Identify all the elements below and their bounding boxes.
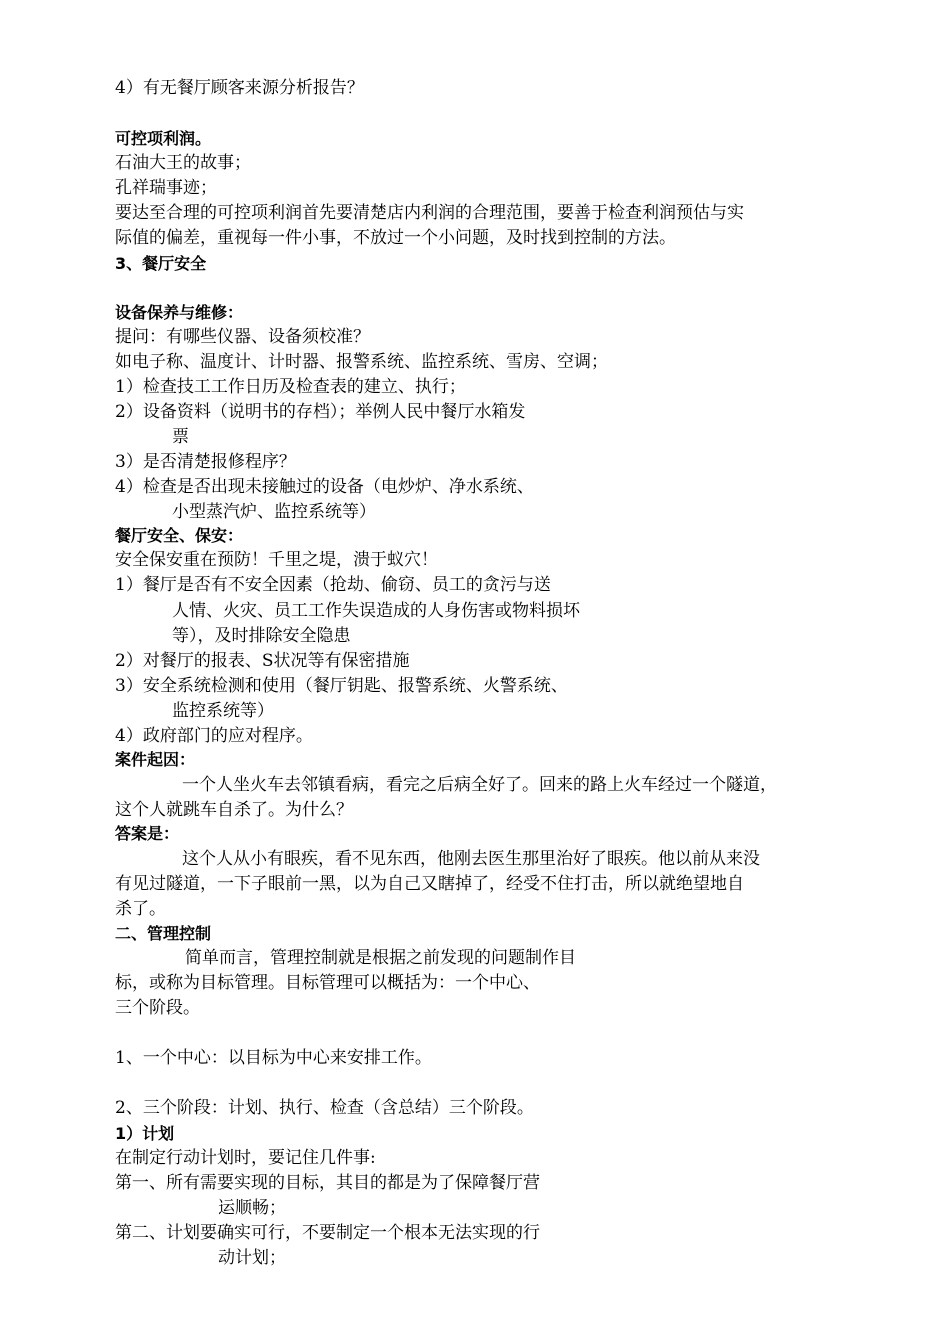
text-line: 简单而言，管理控制就是根据之前发现的问题制作目 (185, 948, 576, 968)
text-line: 人情、火灾、员工工作失误造成的人身伤害或物料损坏 (172, 601, 580, 621)
text-line: 4）检查是否出现未接触过的设备（电炒炉、净水系统、 (115, 477, 534, 497)
text-line: 际值的偏差，重视每一件小事，不放过一个小问题，及时找到控制的方法。 (115, 228, 676, 248)
text-line: 动计划； (218, 1248, 286, 1268)
text-line: 这个人从小有眼疾，看不见东西，他刚去医生那里治好了眼疾。他以前从来没 (182, 849, 760, 869)
text-line: 2、三个阶段：计划、执行、检查（含总结）三个阶段。 (115, 1098, 534, 1118)
section-heading: 二、管理控制 (115, 924, 212, 943)
text-line: 4）有无餐厅顾客来源分析报告？ (115, 78, 364, 98)
text-line: 提问：有哪些仪器、设备须校准？ (115, 327, 370, 347)
section-heading: 餐厅安全、保安： (115, 526, 244, 545)
section-heading: 设备保养与维修： (115, 303, 244, 322)
text-line: 杀了。 (115, 899, 166, 919)
text-line: 监控系统等） (172, 701, 274, 721)
text-line: 三个阶段。 (115, 998, 200, 1018)
text-line: 这个人就跳车自杀了。为什么？ (115, 800, 353, 820)
section-heading: 3、餐厅安全 (115, 254, 207, 273)
text-line: 等），及时排除安全隐患 (172, 626, 351, 646)
section-heading: 1）计划 (115, 1124, 175, 1143)
section-heading: 案件起因： (115, 750, 196, 769)
text-line: 3）安全系统检测和使用（餐厅钥匙、报警系统、火警系统、 (115, 676, 568, 696)
text-line: 一个人坐火车去邻镇看病，看完之后病全好了。回来的路上火车经过一个隧道， (182, 775, 777, 795)
text-line: 石油大王的故事； (115, 153, 251, 173)
text-line: 2）对餐厅的报表、S状况等有保密措施 (115, 651, 410, 671)
text-line: 4）政府部门的应对程序。 (115, 726, 313, 746)
text-line: 在制定行动计划时，要记住几件事: (115, 1148, 376, 1168)
text-line: 2）设备资料（说明书的存档）；举例人民中餐厅水箱发 (115, 402, 526, 422)
text-line: 标，或称为目标管理。目标管理可以概括为：一个中心、 (115, 973, 540, 993)
text-line: 小型蒸汽炉、监控系统等） (172, 502, 376, 522)
text-line: 3）是否清楚报修程序？ (115, 452, 296, 472)
text-line: 有见过隧道，一下子眼前一黑，以为自己又瞎掉了，经受不住打击，所以就绝望地自 (115, 874, 744, 894)
text-line: 第二、计划要确实可行，不要制定一个根本无法实现的行 (115, 1223, 540, 1243)
text-line: 第一、所有需要实现的目标，其目的都是为了保障餐厅营 (115, 1173, 540, 1193)
section-heading: 可控项利润。 (115, 129, 212, 148)
text-line: 票 (172, 427, 189, 447)
text-line: 如电子称、温度计、计时器、报警系统、监控系统、雪房、空调； (115, 352, 608, 372)
text-line: 1、一个中心：以目标为中心来安排工作。 (115, 1048, 432, 1068)
section-heading: 答案是： (115, 824, 180, 843)
text-line: 1）餐厅是否有不安全因素（抢劫、偷窃、员工的贪污与送 (115, 575, 551, 595)
text-line: 孔祥瑞事迹； (115, 178, 217, 198)
text-line: 1）检查技工工作日历及检查表的建立、执行； (115, 377, 466, 397)
text-line: 要达至合理的可控项利润首先要清楚店内利润的合理范围，要善于检查利润预估与实 (115, 203, 744, 223)
text-line: 运顺畅； (218, 1198, 286, 1218)
text-line: 安全保安重在预防！千里之堤，溃于蚁穴！ (115, 550, 438, 570)
